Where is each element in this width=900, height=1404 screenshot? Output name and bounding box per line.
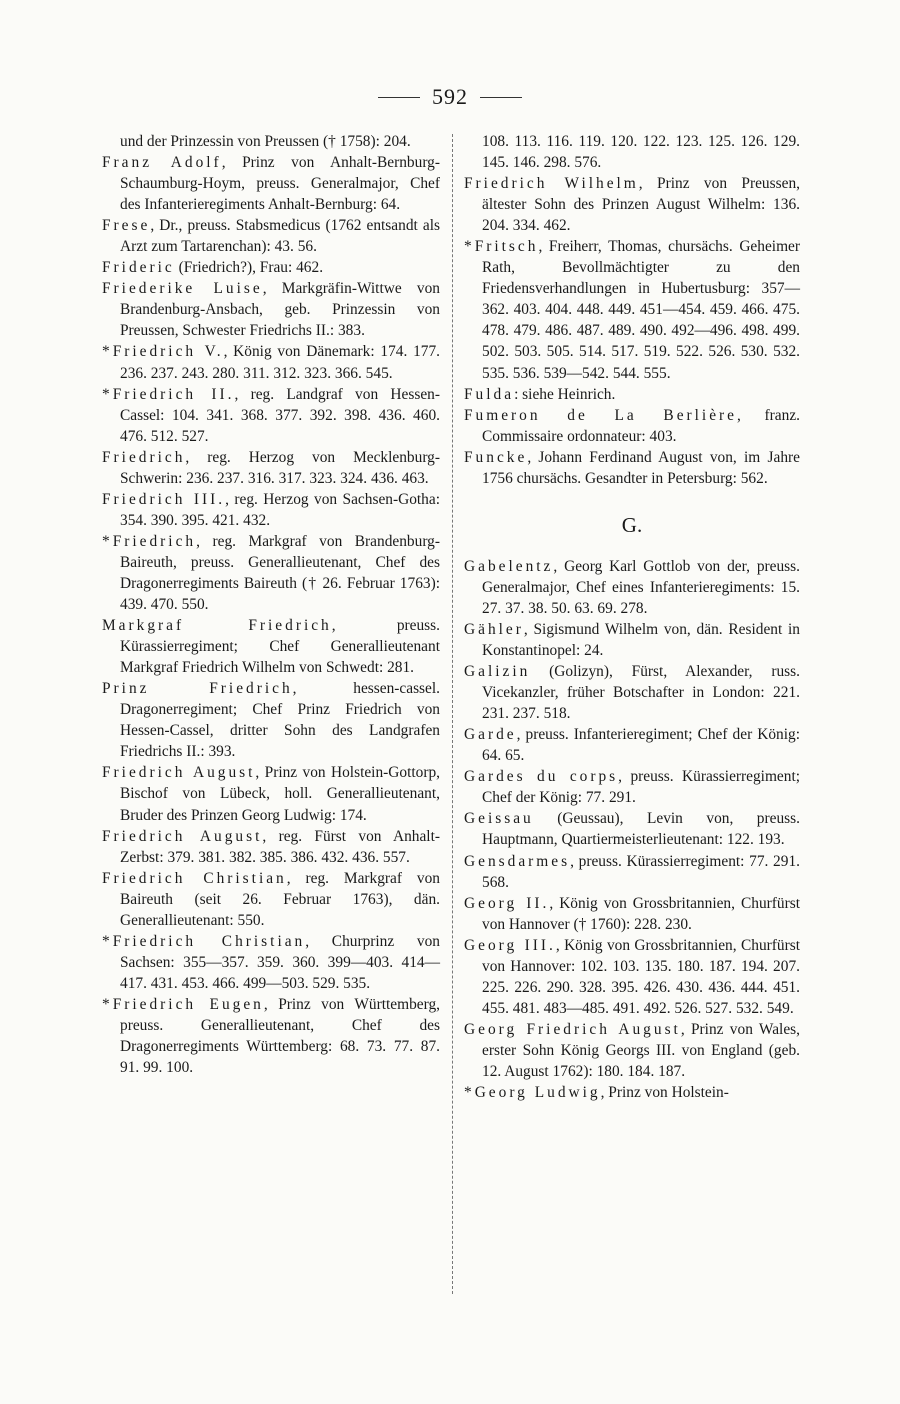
index-entry: [102, 384, 440, 447]
index-entry: [464, 173, 800, 236]
index-entry: [102, 931, 440, 994]
entry-name: Funcke: [464, 448, 528, 466]
entry-name: Gabelentz: [464, 557, 554, 575]
entry-name: Friedrich: [102, 448, 186, 466]
header-rule-right: [480, 97, 522, 98]
index-entry: [464, 131, 800, 173]
entry-text: , Georg Karl Gottlob von der, preuss. Generalmajor, Chef eines Infanterieregiments: 15. 27. 37. 38. 50. 63. 69. 278.: [482, 557, 800, 617]
page-number: 592: [432, 84, 468, 109]
index-entry: [464, 661, 800, 724]
entry-text: , hessen-cassel. Dragonerregiment; Chef Prinz Friedrich von Hessen-Cassel, dritter Sohn des Landgrafen Friedrichs II.: 393.: [120, 680, 441, 761]
entry-text: , franz. Commissaire ordonnateur: 403.: [482, 406, 801, 445]
entry-name: *Georg Ludwig: [464, 1084, 601, 1102]
entry-name: Frideric: [102, 259, 175, 277]
entry-text: , Johann Ferdinand August von, im Jahre 1756 chursächs. Gesandter in Petersburg: 562.: [482, 448, 800, 487]
entry-name: Franz Adolf: [102, 154, 222, 172]
entry-text: , reg. Landgraf von Hessen-Cassel: 104. 341. 368. 377. 392. 398. 436. 460. 476. 512. 527.: [120, 385, 440, 445]
entry-text: , Dr., preuss. Stabsmedicus (1762 entsandt als Arzt zum Tartarenchan): 43. 56.: [120, 217, 440, 256]
entry-text: , König von Grossbritannien, Churfürst von Hannover († 1760): 228. 230.: [482, 894, 800, 933]
index-entry: [464, 384, 800, 405]
entry-text: , Prinz von Anhalt-Bernburg-Schaumburg-Hoym, preuss. Generalmajor, Chef des Infanterieregiments Anhalt-Bernburg: 64.: [120, 154, 440, 214]
entry-name: Georg III.: [464, 936, 556, 954]
entry-name: *Friedrich II.: [102, 385, 235, 403]
index-entry: [464, 893, 800, 935]
entry-name: Friedrich Christian: [102, 869, 287, 887]
entry-text: und der Prinzessin von Preussen († 1758): 204.: [120, 133, 411, 150]
entry-text: , Prinz von Holstein-Gottorp, Bischof von Lübeck, holl. Generallieutenant, Bruder des Prinzen Georg Ludwig: 174.: [120, 764, 440, 824]
index-entry: [102, 531, 440, 615]
index-entry: [464, 405, 800, 447]
entry-text: (Geussau), Levin von, preuss. Hauptmann, Quartiermeisterlieutenant: 122. 193.: [482, 810, 800, 849]
index-entry: [102, 257, 440, 278]
entry-name: Fulda: [464, 385, 515, 403]
entry-text: , Freiherr, Thomas, chursächs. Geheimer Rath, Bevollmächtigter zu den Friedensverhandlungen in Hubertusburg: 357—362. 403. 404. 448. 449. 451—454. 459. 466. 475. 478. 479. 486. 487. 489. 490. 492—496. 498. 499. 502. 503. 505. 514. 517. 519. 522. 526. 530. 532. 535. 536. 539—542. 544. 555.: [482, 238, 800, 382]
index-entry: [464, 724, 800, 766]
entry-text: , König von Grossbritannien, Churfürst von Hannover: 102. 103. 135. 180. 187. 194. 207. 225. 226. 290. 328. 395. 426. 430. 436. 444. 451. 455. 481. 483—485. 491. 492. 526. 527. 532. 549.: [482, 936, 800, 1017]
entry-name: Geissau: [464, 810, 534, 828]
entry-text: , reg. Fürst von Anhalt-Zerbst: 379. 381. 382. 385. 386. 432. 436. 557.: [120, 827, 440, 866]
index-entry: [102, 215, 440, 257]
entry-text: 108. 113. 116. 119. 120. 122. 123. 125. 126. 129. 145. 146. 298. 576.: [482, 133, 800, 172]
index-entry: [464, 808, 800, 850]
entry-text: , preuss. Kürassierregiment; Chef der König: 77. 291.: [482, 768, 800, 807]
entry-name: *Friedrich: [102, 532, 197, 550]
index-entry: [102, 826, 440, 868]
entry-text: , reg. Markgraf von Brandenburg-Baireuth, preuss. Generallieutenant, Chef des Dragonerregiments Baireuth († 26. Februar 1763): 439. 470. 550.: [120, 532, 440, 614]
entry-name: *Friedrich Eugen: [102, 995, 264, 1013]
index-entry: [464, 1082, 800, 1103]
index-entry: [464, 766, 800, 808]
index-entry: [464, 935, 800, 1019]
entry-text: , preuss. Kürassierregiment: 77. 291. 568.: [482, 852, 800, 891]
entry-text: , reg. Herzog von Mecklenburg-Schwerin: 236. 237. 316. 317. 323. 324. 436. 463.: [120, 448, 440, 487]
left-column: [102, 131, 440, 1078]
entry-name: Frese: [102, 217, 151, 235]
header-rule-left: [378, 97, 420, 98]
entry-name: Gensdarmes: [464, 852, 571, 870]
index-entry: [464, 447, 800, 489]
entry-text: , reg. Herzog von Sachsen-Gotha: 354. 390. 395. 421. 432.: [120, 490, 440, 529]
entry-text: , Prinz von Preussen, ältester Sohn des Prinzen August Wilhelm: 136. 204. 334. 462.: [482, 175, 800, 235]
entry-text: , Prinz von Wales, erster Sohn König Georgs III. von England (geb. 12. August 1762): 180. 184. 187.: [482, 1020, 800, 1080]
entry-text: , preuss. Kürassierregiment; Chef Generallieutenant Markgraf Friedrich Wilhelm von Schwedt: 281.: [120, 617, 440, 677]
entry-name: *Friedrich Christian: [102, 932, 306, 950]
index-entry: [102, 447, 440, 489]
entry-text: (Friedrich?), Frau: 462.: [174, 259, 324, 277]
section-letter: G.: [621, 512, 643, 537]
entry-name: Prinz Friedrich: [102, 680, 293, 698]
entry-text: : siehe Heinrich.: [514, 385, 616, 403]
entry-text: , Churprinz von Sachsen: 355—357. 359. 360. 399—403. 414—417. 431. 453. 466. 499—503. 529. 535.: [120, 932, 440, 992]
entry-name: Fumeron de La Berlière: [464, 406, 737, 424]
index-entry: [102, 615, 440, 678]
entry-name: Friedrich August: [102, 827, 263, 845]
entry-name: Friedrich Wilhelm: [464, 175, 639, 193]
entry-text: , preuss. Infanterieregiment; Chef der König: 64. 65.: [482, 726, 800, 765]
entry-name: Georg II.: [464, 894, 550, 912]
entry-text: , Prinz von Holstein-: [600, 1084, 729, 1102]
index-entry: [464, 851, 800, 893]
entry-name: Georg Friedrich August: [464, 1020, 681, 1038]
index-entry: [102, 489, 440, 531]
entry-name: Galizin: [464, 663, 531, 681]
entry-name: Friedrich August: [102, 764, 256, 782]
index-entry: [464, 236, 800, 383]
index-entry: [102, 131, 440, 152]
entry-name: Friederike Luise: [102, 280, 263, 298]
index-entry: [464, 619, 800, 661]
index-entry: [102, 341, 440, 383]
entry-name: *Fritsch: [464, 238, 539, 256]
entry-name: Markgraf Friedrich: [102, 617, 332, 635]
entry-name: Friedrich III.: [102, 490, 226, 508]
index-entry: [102, 868, 440, 931]
entry-text: , Sigismund Wilhelm von, dän. Resident in Konstantinopel: 24.: [482, 620, 800, 660]
index-entry: [102, 678, 440, 762]
page-header: [0, 84, 900, 110]
entry-text: , Markgräfin-Wittwe von Brandenburg-Ansbach, geb. Prinzessin von Preussen, Schwester Friedrichs II.: 383.: [120, 280, 440, 340]
index-entry: [102, 278, 440, 341]
entry-name: Garde: [464, 726, 517, 744]
entry-text: , König von Dänemark: 174. 177. 236. 237. 243. 280. 311. 312. 323. 366. 545.: [120, 343, 440, 382]
index-entry: [464, 1019, 800, 1082]
index-entry: [102, 152, 440, 215]
index-entry: [102, 994, 440, 1078]
entry-text: , reg. Markgraf von Baireuth (seit 26. Februar 1763), dän. Generallieutenant: 550.: [120, 869, 440, 929]
entry-text: (Golizyn), Fürst, Alexander, russ. Vicekanzler, früher Botschafter in London: 221. 231. 237. 518.: [482, 663, 800, 723]
entry-name: *Friedrich V.: [102, 343, 224, 361]
entry-name: Gähler: [464, 620, 524, 638]
index-entry: [102, 762, 440, 825]
right-column: [464, 131, 800, 1103]
column-divider: [452, 134, 453, 1294]
entry-name: Gardes du corps: [464, 768, 619, 786]
entry-text: , Prinz von Württemberg, preuss. Generallieutenant, Chef des Dragonerregiments Württemberg: 68. 73. 77. 87. 91. 99. 100.: [120, 995, 440, 1077]
index-entry: [464, 556, 800, 619]
